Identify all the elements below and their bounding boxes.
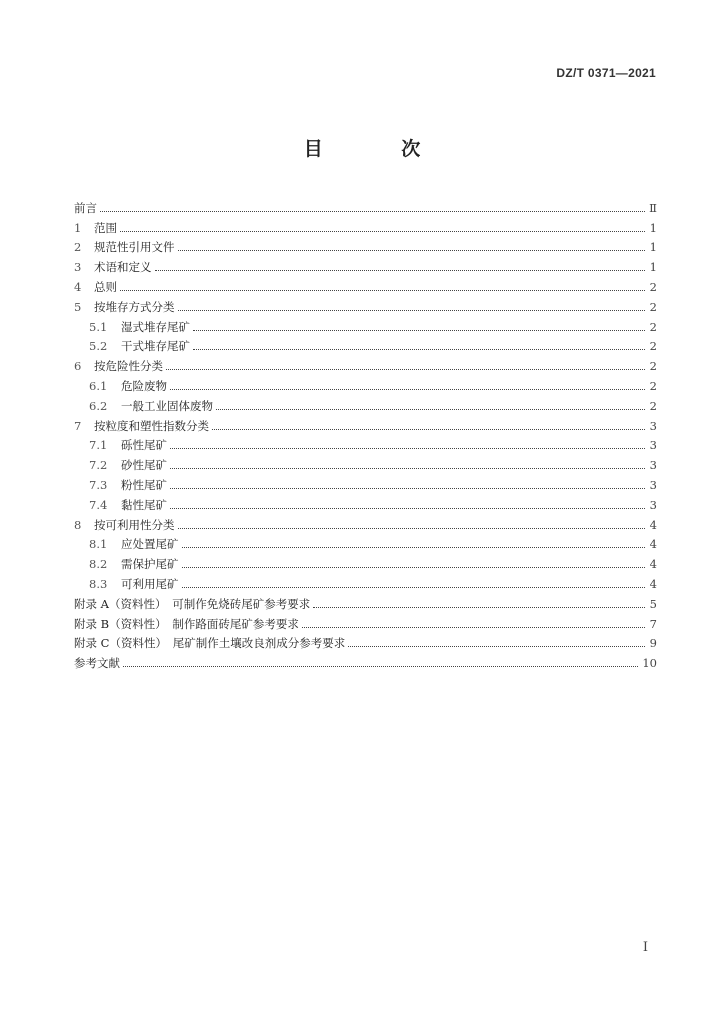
toc-entry-page: 10 — [642, 656, 657, 671]
toc-entry-number: 8.1 — [89, 537, 108, 552]
toc-dot-leader — [123, 666, 638, 667]
toc-entry-label: 附录 B（资料性） 制作路面砖尾矿参考要求 — [74, 616, 299, 631]
toc-dot-leader — [170, 389, 645, 390]
toc-entry-label: 规范性引用文件 — [94, 240, 175, 255]
toc-entry-page: 4 — [649, 557, 657, 572]
toc-dot-leader — [182, 567, 646, 568]
toc-entry-page: 2 — [649, 279, 657, 294]
toc-entry-label: 可利用尾矿 — [121, 576, 179, 591]
toc-dot-leader — [216, 409, 645, 410]
toc-entry-label: 前言 — [74, 200, 97, 215]
table-of-contents — [74, 196, 657, 671]
toc-dot-leader — [178, 528, 646, 529]
toc-dot-leader — [155, 270, 646, 271]
toc-entry-number: 1 — [74, 220, 82, 235]
toc-entry[interactable] — [74, 552, 657, 572]
toc-entry-number: 8.2 — [89, 557, 108, 572]
page-folio: Ⅰ — [642, 940, 648, 955]
toc-entry[interactable] — [74, 315, 657, 335]
toc-dot-leader — [120, 290, 645, 291]
toc-entry-page: 2 — [649, 339, 657, 354]
toc-entry-label: 附录 A（资料性） 可制作免烧砖尾矿参考要求 — [74, 596, 311, 611]
toc-dot-leader — [100, 211, 645, 212]
toc-entry-number: 6.1 — [89, 378, 108, 393]
toc-entry[interactable] — [74, 572, 657, 592]
toc-entry-label: 黏性尾矿 — [121, 497, 167, 512]
toc-dot-leader — [178, 250, 646, 251]
toc-entry-number: 5.2 — [89, 339, 108, 354]
toc-entry-number: 7.4 — [89, 497, 108, 512]
toc-entry-page: 4 — [649, 517, 657, 532]
toc-entry-label: 按堆存方式分类 — [94, 299, 175, 314]
toc-entry-label: 附录 C（资料性） 尾矿制作土壤改良剂成分参考要求 — [74, 636, 346, 651]
toc-entry-label: 砂性尾矿 — [121, 458, 167, 473]
toc-entry-page: 4 — [649, 537, 657, 552]
toc-entry-number: 7.3 — [89, 477, 108, 492]
toc-entry[interactable] — [74, 196, 657, 216]
toc-entry-number: 8.3 — [89, 576, 108, 591]
toc-entry-page: 3 — [649, 497, 657, 512]
toc-entry-page: 3 — [649, 477, 657, 492]
toc-entry-label: 按粒度和塑性指数分类 — [94, 418, 209, 433]
toc-entry-label: 按可利用性分类 — [94, 517, 175, 532]
toc-entry[interactable] — [74, 236, 657, 256]
toc-entry-label: 砾性尾矿 — [121, 438, 167, 453]
toc-entry-number: 3 — [74, 260, 82, 275]
toc-entry[interactable] — [74, 374, 657, 394]
toc-entry-number: 2 — [74, 240, 82, 255]
toc-entry[interactable] — [74, 493, 657, 513]
toc-entry-label: 一般工业固体废物 — [121, 398, 213, 413]
toc-dot-leader — [212, 429, 645, 430]
toc-entry[interactable] — [74, 394, 657, 414]
toc-dot-leader — [348, 646, 645, 647]
toc-dot-leader — [170, 508, 645, 509]
toc-entry-label: 按危险性分类 — [94, 359, 163, 374]
toc-dot-leader — [170, 468, 645, 469]
toc-dot-leader — [166, 369, 645, 370]
toc-entry-number: 5 — [74, 299, 82, 314]
toc-entry[interactable] — [74, 216, 657, 236]
page-title: 目 次 — [303, 138, 457, 160]
toc-dot-leader — [193, 349, 645, 350]
toc-entry[interactable] — [74, 255, 657, 275]
toc-entry-number: 4 — [74, 279, 82, 294]
toc-entry[interactable] — [74, 533, 657, 553]
toc-entry-label: 术语和定义 — [94, 260, 152, 275]
toc-entry-page: 1 — [649, 240, 657, 255]
toc-entry-label: 应处置尾矿 — [121, 537, 179, 552]
toc-dot-leader — [302, 627, 645, 628]
toc-entry-page: 7 — [649, 616, 657, 631]
toc-entry-page: 3 — [649, 438, 657, 453]
toc-dot-leader — [313, 607, 645, 608]
toc-entry-page: 2 — [649, 398, 657, 413]
toc-entry-page: 3 — [649, 458, 657, 473]
toc-entry[interactable] — [74, 354, 657, 374]
toc-entry-page: 2 — [649, 359, 657, 374]
toc-entry-label: 粉性尾矿 — [121, 477, 167, 492]
toc-dot-leader — [178, 310, 646, 311]
toc-entry-label: 参考文献 — [74, 656, 120, 671]
toc-entry-number: 7.2 — [89, 458, 108, 473]
toc-dot-leader — [170, 488, 645, 489]
toc-entry[interactable] — [74, 275, 657, 295]
toc-entry-page: 4 — [649, 576, 657, 591]
toc-entry-label: 总则 — [94, 279, 117, 294]
toc-entry[interactable] — [74, 473, 657, 493]
toc-entry[interactable] — [74, 651, 657, 671]
toc-dot-leader — [182, 547, 646, 548]
toc-entry-number: 6.2 — [89, 398, 108, 413]
toc-entry[interactable] — [74, 592, 657, 612]
toc-entry-number: 5.1 — [89, 319, 108, 334]
toc-entry-label: 干式堆存尾矿 — [121, 339, 190, 354]
toc-entry-page: 3 — [649, 418, 657, 433]
toc-entry-page: 1 — [649, 220, 657, 235]
toc-entry[interactable] — [74, 414, 657, 434]
toc-entry-label: 危险废物 — [121, 378, 167, 393]
toc-entry[interactable] — [74, 513, 657, 533]
toc-entry-label: 需保护尾矿 — [121, 557, 179, 572]
toc-entry[interactable] — [74, 453, 657, 473]
toc-dot-leader — [193, 330, 645, 331]
toc-entry-label: 湿式堆存尾矿 — [121, 319, 190, 334]
toc-entry-number: 6 — [74, 359, 82, 374]
toc-dot-leader — [182, 587, 646, 588]
toc-entry-page: 2 — [649, 299, 657, 314]
toc-entry[interactable] — [74, 434, 657, 454]
toc-entry-number: 7.1 — [89, 438, 108, 453]
toc-entry-label: 范围 — [94, 220, 117, 235]
toc-entry-page: 2 — [649, 319, 657, 334]
toc-entry[interactable] — [74, 335, 657, 355]
toc-entry[interactable] — [74, 612, 657, 632]
standard-code: DZ/T 0371—2021 — [556, 66, 656, 80]
toc-entry-number: 8 — [74, 517, 82, 532]
toc-entry-number: 7 — [74, 418, 82, 433]
toc-dot-leader — [170, 448, 645, 449]
toc-entry-page: Ⅱ — [649, 200, 657, 215]
toc-entry-page: 2 — [649, 378, 657, 393]
toc-entry-page: 9 — [649, 636, 657, 651]
toc-entry[interactable] — [74, 632, 657, 652]
toc-entry-page: 1 — [649, 260, 657, 275]
toc-entry-page: 5 — [649, 596, 657, 611]
toc-entry[interactable] — [74, 295, 657, 315]
toc-dot-leader — [120, 231, 645, 232]
